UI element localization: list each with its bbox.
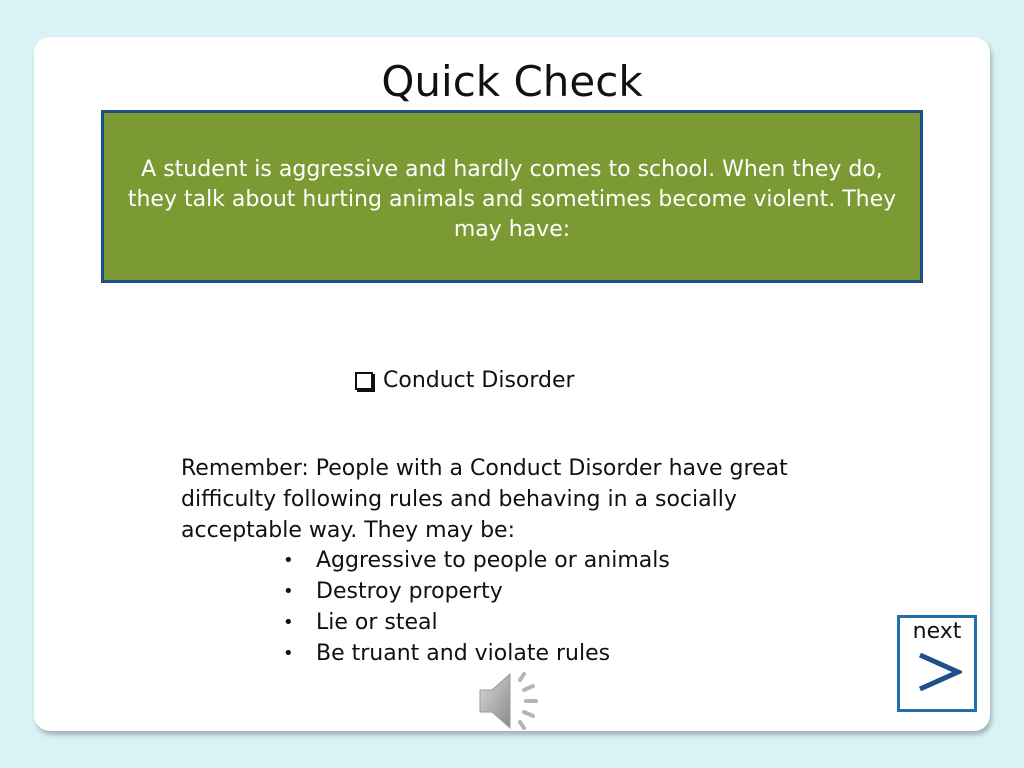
list-item (283, 607, 670, 638)
slide-title: Quick Check (381, 57, 643, 106)
list-item-text: Be truant and violate rules (316, 641, 611, 666)
bullet-icon: • (283, 643, 294, 664)
reminder-text: Remember: People with a Conduct Disorder have great difficulty following rules and behaving in a socially acceptable way. They may be: (181, 456, 788, 543)
list-item (283, 576, 670, 607)
list-item (283, 545, 670, 576)
list-item-text: Lie or steal (316, 610, 438, 635)
chevron-right-icon (914, 652, 962, 692)
bullet-icon: • (283, 612, 294, 633)
question-box (101, 110, 923, 283)
bullet-icon: • (283, 581, 294, 602)
speaker-icon[interactable] (476, 670, 546, 736)
list-item (283, 638, 670, 669)
answer-label: Conduct Disorder (383, 368, 575, 393)
next-button[interactable] (897, 615, 977, 712)
next-label: next (912, 619, 962, 644)
question-text: A student is aggressive and hardly comes to school. When they do, they talk about hurting animals and sometimes become violent. They may have: (127, 157, 897, 242)
symptom-list (283, 545, 670, 669)
list-item-text: Aggressive to people or animals (316, 548, 670, 573)
answer-option[interactable] (355, 366, 575, 396)
checkbox-icon (355, 372, 373, 390)
bullet-icon: • (283, 550, 294, 571)
list-item-text: Destroy property (316, 579, 503, 604)
